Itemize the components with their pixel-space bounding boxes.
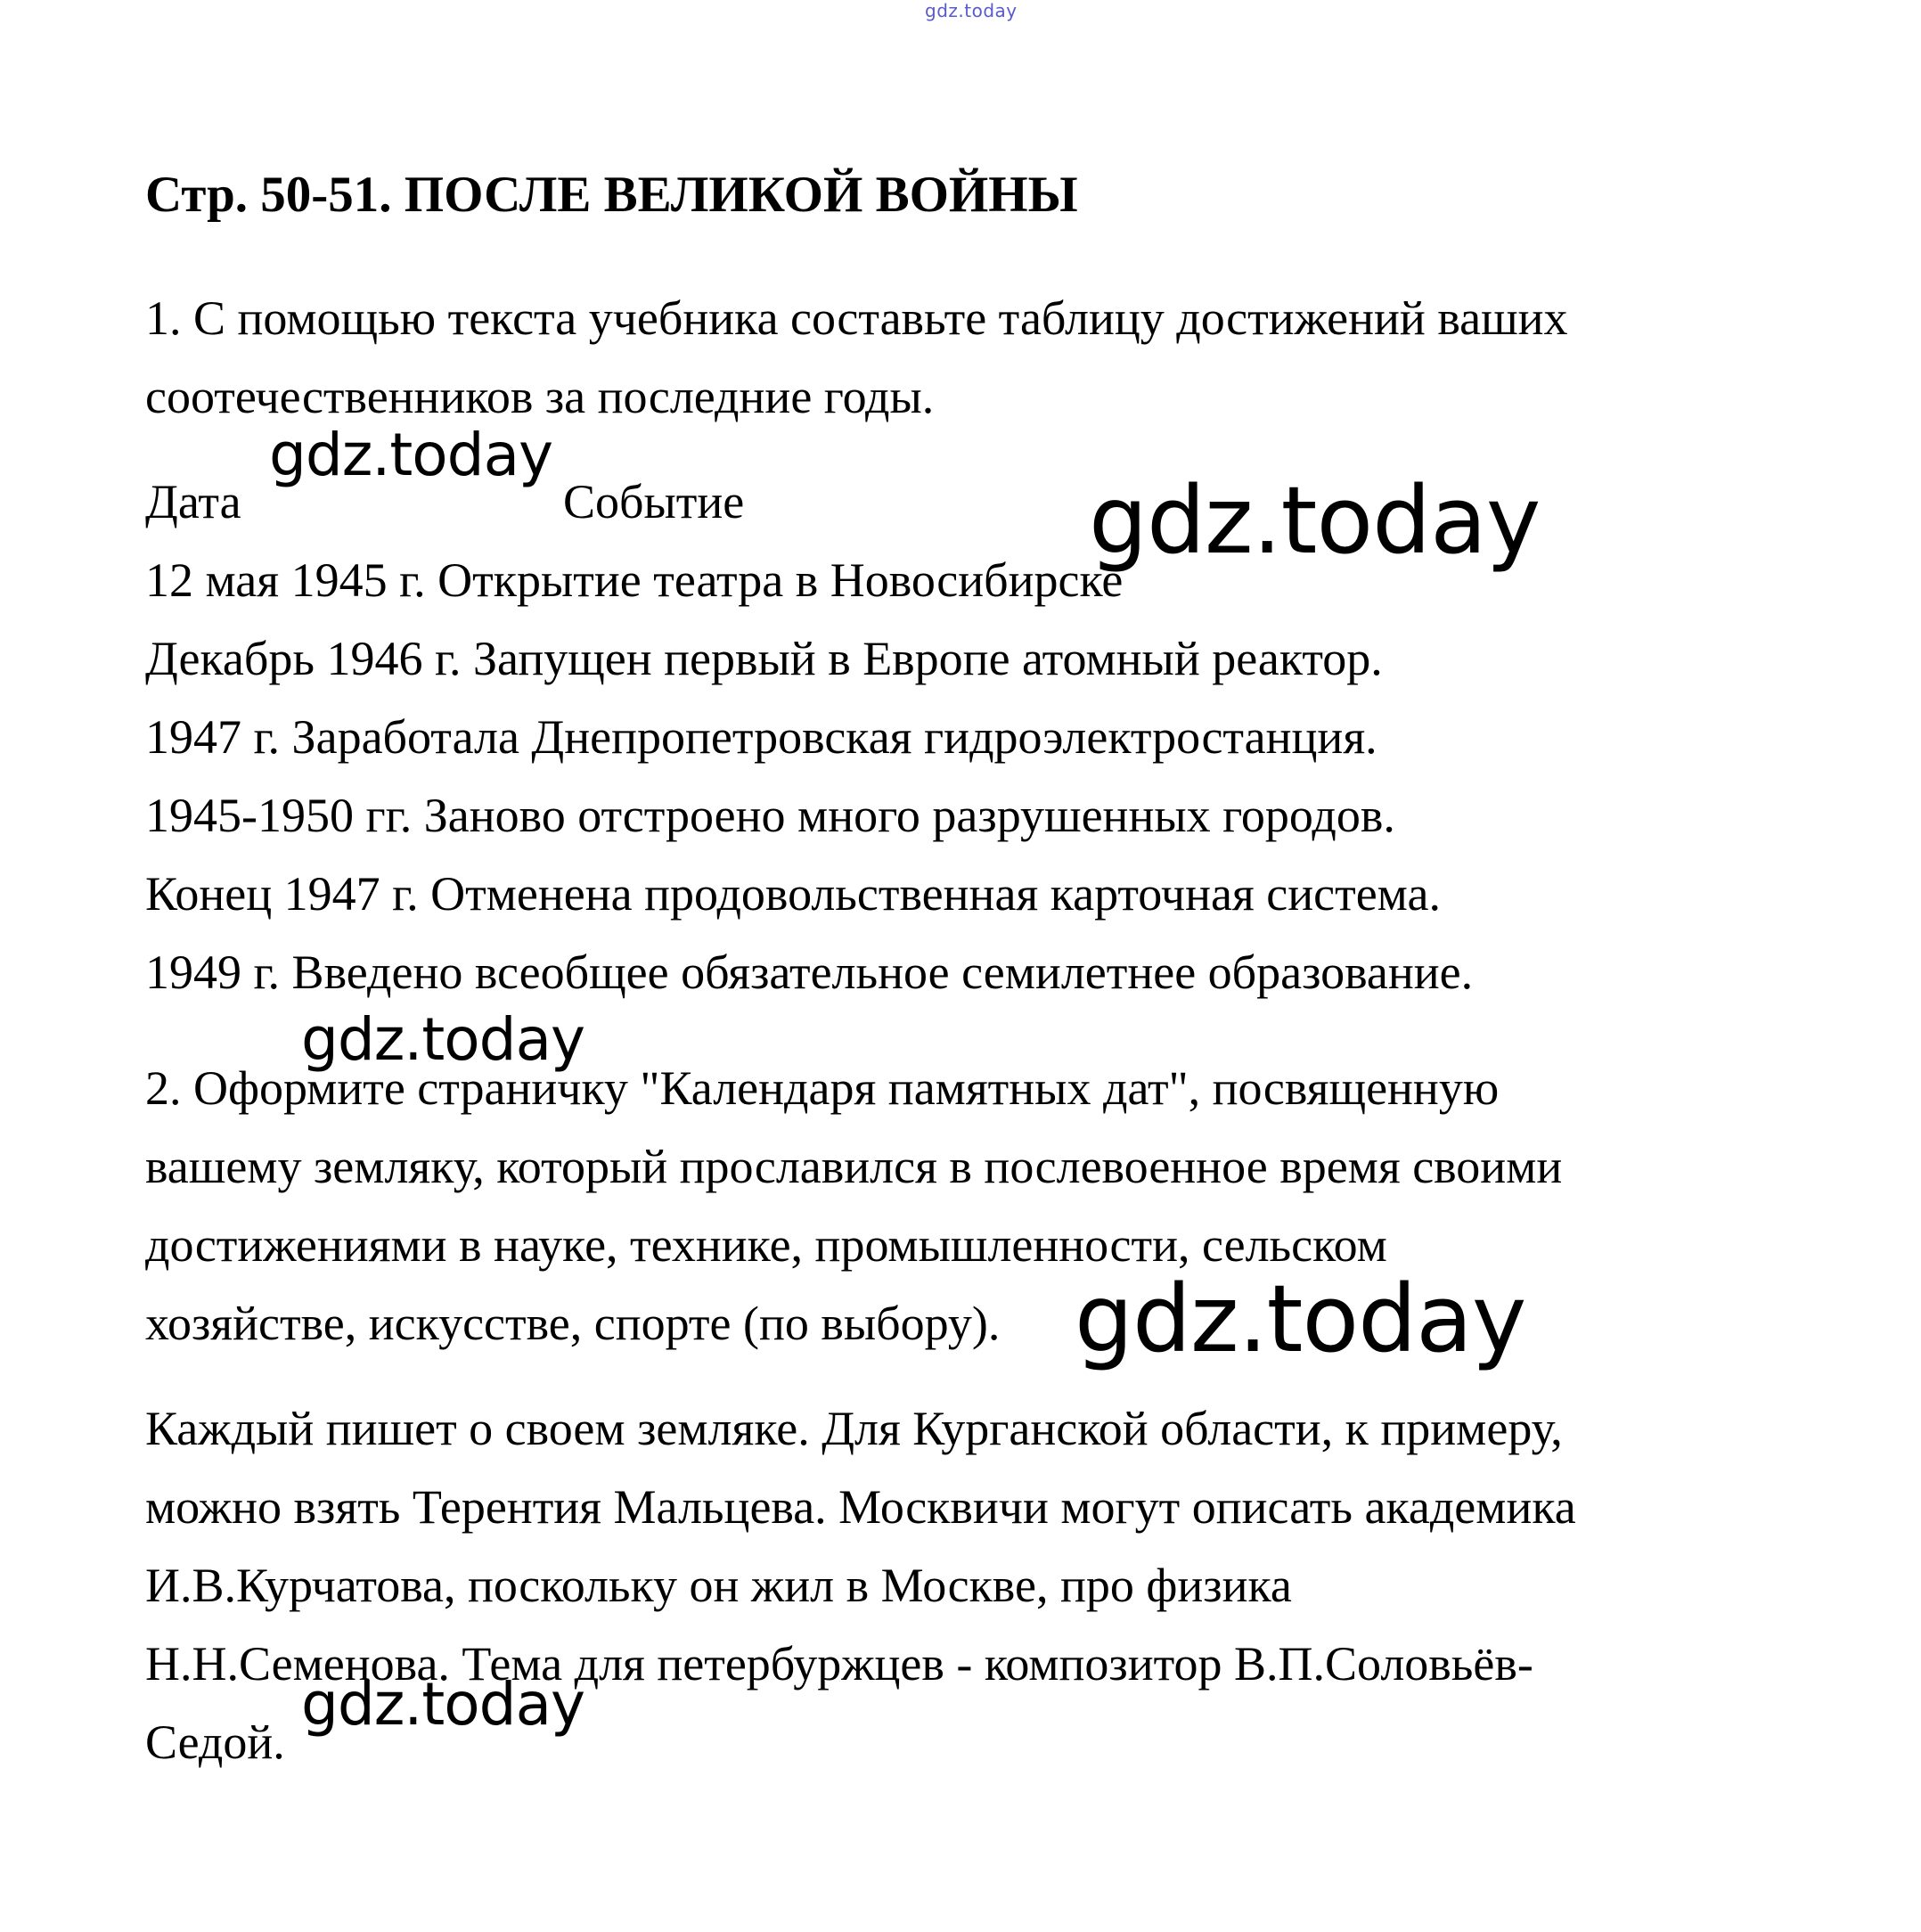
task1-line-2: соотечественников за последние годы. [145,370,935,423]
table-header-date: Дата [145,475,241,528]
table-row: 1945-1950 гг. Заново отстроено много разрушенных городов. [145,789,1395,842]
answer2-line-1: Каждый пишет о своем земляке. Для Курганской области, к примеру, [145,1402,1563,1455]
task1-line-1: 1. С помощью текста учебника составьте таблицу достижений ваших [145,291,1568,345]
table-row: 12 мая 1945 г. Открытие театра в Новосибирске [145,553,1124,607]
task2-line-4: хозяйстве, искусстве, спорте (по выбору). [145,1297,1001,1350]
table-row: 1947 г. Заработала Днепропетровская гидроэлектростанция. [145,710,1377,764]
table-row: Конец 1947 г. Отменена продовольственная карточная система. [145,867,1441,921]
watermark: gdz.today [269,421,553,489]
answer2-line-2: можно взять Терентия Мальцева. Москвичи могут описать академика [145,1480,1576,1534]
site-mark-header: gdz.today [925,0,1018,21]
table-header-event: Событие [563,475,745,528]
answer2-line-3: И.В.Курчатова, поскольку он жил в Москве, про физика [145,1559,1292,1612]
watermark: gdz.today [301,1670,585,1739]
task2-line-1: 2. Оформите страничку "Календаря памятных дат", посвященную [145,1061,1500,1115]
table-row: 1949 г. Введено всеобщее обязательное семилетнее образование. [145,946,1474,999]
answer2-line-4: Н.Н.Семенова. Тема для петербуржцев - композитор В.П.Соловьёв- [145,1637,1533,1690]
table-row: Декабрь 1946 г. Запущен первый в Европе атомный реактор. [145,632,1383,685]
watermark: gdz.today [301,1005,585,1074]
watermark: gdz.today [1089,466,1541,575]
watermark: gdz.today [1075,1265,1526,1373]
answer2-line-5: Седой. [145,1715,285,1769]
page-title: Стр. 50-51. ПОСЛЕ ВЕЛИКОЙ ВОЙНЫ [145,167,1078,223]
task2-line-3: достижениями в науке, технике, промышленности, сельском [145,1218,1387,1272]
task2-line-2: вашему земляку, который прославился в послевоенное время своими [145,1140,1563,1193]
